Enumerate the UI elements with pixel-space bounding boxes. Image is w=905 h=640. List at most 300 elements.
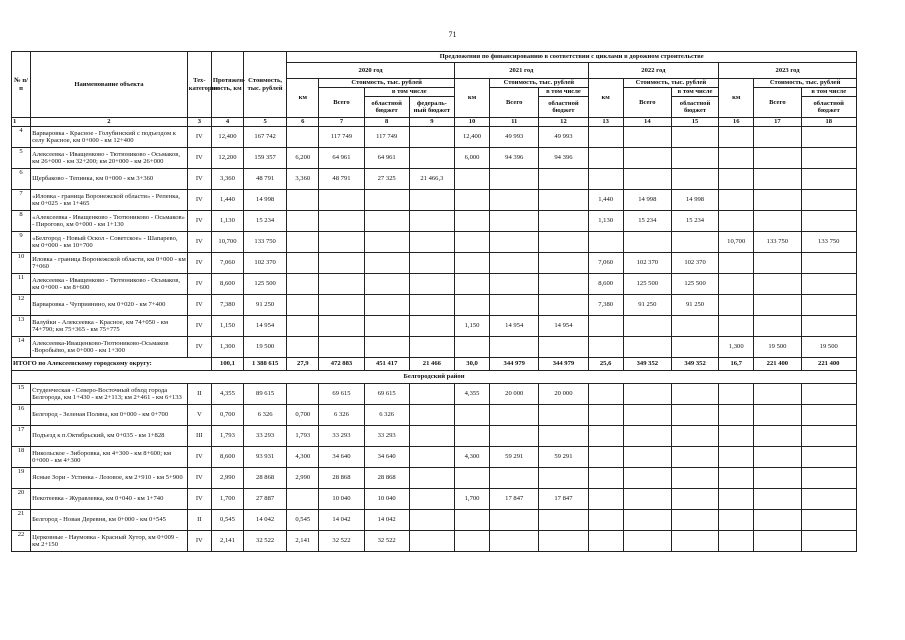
cell-km20: [287, 253, 319, 274]
cell-all23: [754, 426, 801, 447]
cell-reg20: 27 325: [364, 169, 409, 190]
page-number: 71: [448, 30, 457, 39]
cell-all23: [754, 510, 801, 531]
cell-reg21: 20 000: [539, 384, 588, 405]
cell-all20: 117 749: [319, 127, 364, 148]
object-name: Алексеевка - Иващенково - Тютюниково - Осьмаков, км 26+000 - км 32+200; км 20+000 - км 26+000: [31, 148, 188, 169]
cell-all21: [490, 295, 539, 316]
header-incl-2022: в том числе: [671, 88, 718, 97]
cell-all23: [754, 316, 801, 337]
cell-reg23: [801, 274, 857, 295]
cell-fed20: [409, 148, 454, 169]
length-km: 0,700: [211, 405, 243, 426]
length-km: 1,440: [211, 190, 243, 211]
object-name: Варваровка - Чуприянино, км 0+020 - км 7+400: [31, 295, 188, 316]
cost-value: 19 500: [244, 337, 287, 358]
cell-all21: 49 993: [490, 127, 539, 148]
cell-reg21: [539, 169, 588, 190]
cell-all20: 32 522: [319, 531, 364, 552]
cell-all22: [623, 447, 671, 468]
cost-value: 14 042: [244, 510, 287, 531]
table-row: [12, 468, 857, 489]
cell-all22: [623, 232, 671, 253]
cell-reg22: [671, 405, 718, 426]
row-number: 11: [12, 274, 31, 295]
cell-all21: 17 847: [490, 489, 539, 510]
cost-value: 15 234: [244, 211, 287, 232]
header-cost-2020: Стоимость, тыс. рублей: [319, 79, 455, 88]
cell-all22: [623, 127, 671, 148]
cell-reg20: [364, 211, 409, 232]
cell-all22: [623, 426, 671, 447]
column-number: 8: [364, 118, 409, 127]
cost-value: 159 357: [244, 148, 287, 169]
cell-reg20: 69 615: [364, 384, 409, 405]
cell-all23: [754, 468, 801, 489]
cell-km21: 1,150: [454, 316, 489, 337]
column-number: 6: [287, 118, 319, 127]
cell-km20: 2,990: [287, 468, 319, 489]
cell-reg21: [539, 337, 588, 358]
cell-km20: 4,300: [287, 447, 319, 468]
table-row: [12, 531, 857, 552]
table-row: [12, 384, 857, 405]
object-name: Студенческая - Северо-Восточный обход города Белгорода, км 1+430 - км 2+113; км 2+461 - км 6+133: [31, 384, 188, 405]
cell-km22: [588, 468, 623, 489]
cell-km23: [719, 148, 754, 169]
row-number: 10: [12, 253, 31, 274]
cell-all20: [319, 337, 364, 358]
length-km: 1,700: [211, 489, 243, 510]
cost-value: 33 293: [244, 426, 287, 447]
cell-reg20: [364, 337, 409, 358]
cell-all22: [623, 316, 671, 337]
cell-reg20: 10 040: [364, 489, 409, 510]
cell-km23: [719, 127, 754, 148]
region-row: [12, 371, 857, 384]
cell-all21: [490, 169, 539, 190]
cell-km22: [588, 405, 623, 426]
cell-km20: [287, 211, 319, 232]
row-number: 16: [12, 405, 31, 426]
cell-km20: 1,793: [287, 426, 319, 447]
cell-reg22: [671, 468, 718, 489]
cell-km22: [588, 489, 623, 510]
cost-value: 14 954: [244, 316, 287, 337]
row-number: 6: [12, 169, 31, 190]
row-number: 8: [12, 211, 31, 232]
cell-reg21: 14 954: [539, 316, 588, 337]
cell-all23: 19 500: [754, 337, 801, 358]
column-number: 13: [588, 118, 623, 127]
cell-reg21: [539, 274, 588, 295]
cell-all21: [490, 337, 539, 358]
header-regional-2020: областной бюджет: [364, 97, 409, 118]
cell-reg21: [539, 510, 588, 531]
tech-category: V: [187, 405, 211, 426]
cell-km22: [588, 169, 623, 190]
cell-reg20: 32 522: [364, 531, 409, 552]
cell-reg23: [801, 384, 857, 405]
cell-fed20: [409, 510, 454, 531]
tech-category: IV: [187, 531, 211, 552]
tech-category: II: [187, 384, 211, 405]
cell-km21: [454, 232, 489, 253]
object-name: Щербаково - Тепинка, км 0+000 - км 3+360: [31, 169, 188, 190]
cell-reg22: [671, 531, 718, 552]
cell-reg20: [364, 232, 409, 253]
tech-category: IV: [187, 253, 211, 274]
tech-category: IV: [187, 274, 211, 295]
cell-km23: 1,300: [719, 337, 754, 358]
cost-value: 14 998: [244, 190, 287, 211]
cell-km20: [287, 489, 319, 510]
cell-all23: [754, 127, 801, 148]
cell-km23: [719, 316, 754, 337]
cell-all21: [490, 211, 539, 232]
total-all21: 344 979: [490, 358, 539, 371]
object-name: Ясные Зори - Устинка - Лозовое, км 2+910 - км 5+900: [31, 468, 188, 489]
cell-reg22: [671, 447, 718, 468]
column-number: 7: [319, 118, 364, 127]
row-number: 9: [12, 232, 31, 253]
cell-km21: [454, 190, 489, 211]
cell-km21: 4,300: [454, 447, 489, 468]
cell-km20: 0,545: [287, 510, 319, 531]
cell-reg20: [364, 274, 409, 295]
tech-category: IV: [187, 337, 211, 358]
object-name: Алексеевка - Иващенково - Тютюниково - Осьмаков, км 0+000 - км 8+600: [31, 274, 188, 295]
cell-all23: 133 750: [754, 232, 801, 253]
column-number: 10: [454, 118, 489, 127]
column-number: 5: [244, 118, 287, 127]
cell-fed20: [409, 384, 454, 405]
object-name: «Алексеевка - Иващенково - Тютюниково - Осьмаков» - Пирогово, км 0+000 - км 1+130: [31, 211, 188, 232]
cell-km22: [588, 127, 623, 148]
cell-km22: [588, 316, 623, 337]
cell-all21: [490, 426, 539, 447]
cell-all20: 69 615: [319, 384, 364, 405]
cell-km22: [588, 531, 623, 552]
total-cost: 1 388 615: [244, 358, 287, 371]
cell-km22: [588, 426, 623, 447]
cell-km21: [454, 531, 489, 552]
header-regional-2022: областной бюджет: [671, 97, 718, 118]
cell-fed20: [409, 274, 454, 295]
cell-all21: [490, 253, 539, 274]
row-number: 14: [12, 337, 31, 358]
cell-all20: 33 293: [319, 426, 364, 447]
cell-km23: [719, 405, 754, 426]
table-row: [12, 253, 857, 274]
header-km-2021: км: [454, 79, 489, 118]
header-category: Тех-категория: [187, 52, 211, 118]
cell-km21: [454, 211, 489, 232]
header-total-2021: Всего: [490, 88, 539, 118]
cell-all20: [319, 232, 364, 253]
row-number: 4: [12, 127, 31, 148]
table-row: [12, 295, 857, 316]
header-total-2022: Всего: [623, 88, 671, 118]
cell-km23: [719, 426, 754, 447]
cost-value: 133 750: [244, 232, 287, 253]
cell-km20: [287, 316, 319, 337]
row-number: 13: [12, 316, 31, 337]
cell-km23: 10,700: [719, 232, 754, 253]
length-km: 7,060: [211, 253, 243, 274]
cell-all20: 34 640: [319, 447, 364, 468]
cell-km21: [454, 426, 489, 447]
cell-fed20: [409, 405, 454, 426]
header-name: Наименование объекта: [31, 52, 188, 118]
tech-category: IV: [187, 148, 211, 169]
header-appendix-title: Предложения по финансированию в соответствии с циклами в дорожном строительстве: [287, 52, 857, 63]
column-number: 11: [490, 118, 539, 127]
cell-reg22: [671, 232, 718, 253]
column-number: 12: [539, 118, 588, 127]
total-km21: 30,0: [454, 358, 489, 371]
column-number: 14: [623, 118, 671, 127]
cell-km20: [287, 274, 319, 295]
cell-all23: [754, 169, 801, 190]
total-length: 100,1: [211, 358, 243, 371]
row-number: 12: [12, 295, 31, 316]
row-number: 22: [12, 531, 31, 552]
cell-km22: 1,440: [588, 190, 623, 211]
cell-reg22: 102 370: [671, 253, 718, 274]
total-km20: 27,9: [287, 358, 319, 371]
total-reg22: 349 352: [671, 358, 718, 371]
row-number: 15: [12, 384, 31, 405]
object-name: Алексеевка-Иващенково-Тютюниково-Осьмаков -Воробьёво, км 0+000 - км 1+300: [31, 337, 188, 358]
cell-reg23: [801, 468, 857, 489]
cell-reg20: 117 749: [364, 127, 409, 148]
total-all20: 472 883: [319, 358, 364, 371]
length-km: 4,355: [211, 384, 243, 405]
cost-value: 167 742: [244, 127, 287, 148]
cost-value: 32 522: [244, 531, 287, 552]
total-label: ИТОГО по Алексеевскому городскому округу:: [12, 358, 212, 371]
length-km: 8,600: [211, 274, 243, 295]
cell-km22: [588, 510, 623, 531]
header-incl-2021: в том числе: [539, 88, 588, 97]
header-cost-2023: Стоимость, тыс. рублей: [754, 79, 857, 88]
cell-km21: [454, 405, 489, 426]
header-no: № п/п: [12, 52, 31, 118]
cell-all21: 14 954: [490, 316, 539, 337]
cell-all21: [490, 405, 539, 426]
table-row: [12, 337, 857, 358]
cell-km21: [454, 337, 489, 358]
cell-km23: [719, 489, 754, 510]
object-name: Подъезд к п.Октябрьский, км 0+035 - км 1+828: [31, 426, 188, 447]
table-row: [12, 169, 857, 190]
cell-km22: [588, 148, 623, 169]
cell-km20: 3,360: [287, 169, 319, 190]
row-number: 5: [12, 148, 31, 169]
cell-reg23: [801, 510, 857, 531]
row-number: 7: [12, 190, 31, 211]
cell-all23: [754, 148, 801, 169]
column-number: 3: [187, 118, 211, 127]
cell-reg22: [671, 489, 718, 510]
cell-km20: [287, 337, 319, 358]
header-km-2020: км: [287, 79, 319, 118]
cell-reg23: [801, 190, 857, 211]
cell-all20: 14 042: [319, 510, 364, 531]
cell-km23: [719, 468, 754, 489]
cell-reg20: 28 868: [364, 468, 409, 489]
length-km: 3,360: [211, 169, 243, 190]
cell-reg21: [539, 295, 588, 316]
cell-all22: 14 998: [623, 190, 671, 211]
tech-category: IV: [187, 232, 211, 253]
cell-reg20: 34 640: [364, 447, 409, 468]
cell-all23: [754, 274, 801, 295]
header-year-2020: 2020 год: [287, 63, 455, 79]
cell-all21: [490, 531, 539, 552]
cell-all23: [754, 253, 801, 274]
cell-reg21: [539, 232, 588, 253]
cell-km23: [719, 447, 754, 468]
cell-reg23: [801, 148, 857, 169]
cell-all23: [754, 211, 801, 232]
header-year-2021: 2021 год: [454, 63, 588, 79]
cell-fed20: [409, 531, 454, 552]
cell-km22: 7,060: [588, 253, 623, 274]
total-reg21: 344 979: [539, 358, 588, 371]
column-number: 15: [671, 118, 718, 127]
cell-all23: [754, 489, 801, 510]
cell-km20: 2,141: [287, 531, 319, 552]
cell-all22: [623, 531, 671, 552]
cell-all23: [754, 190, 801, 211]
header-year-2023: 2023 год: [719, 63, 857, 79]
length-km: 2,141: [211, 531, 243, 552]
cell-all20: [319, 211, 364, 232]
cell-reg23: [801, 253, 857, 274]
cell-all22: 125 500: [623, 274, 671, 295]
table-row: [12, 148, 857, 169]
cell-all20: 28 868: [319, 468, 364, 489]
cell-all23: [754, 531, 801, 552]
cell-all22: 102 370: [623, 253, 671, 274]
header-regional-2023: областной бюджет: [801, 97, 857, 118]
cell-reg22: 125 500: [671, 274, 718, 295]
column-number: 18: [801, 118, 857, 127]
cell-km22: [588, 337, 623, 358]
cost-value: 28 868: [244, 468, 287, 489]
cell-reg20: [364, 253, 409, 274]
header-year-2022: 2022 год: [588, 63, 719, 79]
cost-value: 91 250: [244, 295, 287, 316]
cell-fed20: [409, 190, 454, 211]
tech-category: IV: [187, 190, 211, 211]
cell-reg23: [801, 127, 857, 148]
total-reg20: 451 417: [364, 358, 409, 371]
cell-fed20: [409, 468, 454, 489]
header-total-2020: Всего: [319, 88, 364, 118]
cell-reg23: [801, 295, 857, 316]
column-number: 1: [12, 118, 31, 127]
object-name: «Иловка - граница Воронежской области» - Репенка, км 0+025 - км 1+465: [31, 190, 188, 211]
table-row: [12, 211, 857, 232]
cell-reg23: [801, 447, 857, 468]
cell-all20: 64 961: [319, 148, 364, 169]
cell-all20: [319, 274, 364, 295]
cell-km20: [287, 190, 319, 211]
tech-category: IV: [187, 316, 211, 337]
cell-reg21: 59 291: [539, 447, 588, 468]
cell-all22: [623, 468, 671, 489]
object-name: Белгород - Зеленая Поляна, км 0+000 - км 0+700: [31, 405, 188, 426]
cost-value: 27 887: [244, 489, 287, 510]
cell-reg20: 33 293: [364, 426, 409, 447]
cell-reg22: 14 998: [671, 190, 718, 211]
cell-reg22: 91 250: [671, 295, 718, 316]
cell-all20: [319, 190, 364, 211]
cell-reg23: 133 750: [801, 232, 857, 253]
cell-all21: 59 291: [490, 447, 539, 468]
cell-km21: [454, 253, 489, 274]
total-all23: 221 400: [754, 358, 801, 371]
total-km22: 25,6: [588, 358, 623, 371]
cell-reg21: [539, 253, 588, 274]
cell-km23: [719, 274, 754, 295]
header-incl-2023: в том числе: [801, 88, 857, 97]
table-row: [12, 316, 857, 337]
row-number: 18: [12, 447, 31, 468]
cell-reg20: [364, 190, 409, 211]
cell-km23: [719, 510, 754, 531]
cell-reg22: [671, 510, 718, 531]
cell-km21: 4,355: [454, 384, 489, 405]
length-km: 1,150: [211, 316, 243, 337]
total-row: [12, 358, 857, 371]
length-km: 8,600: [211, 447, 243, 468]
cell-all21: [490, 190, 539, 211]
cell-km20: 6,200: [287, 148, 319, 169]
header-km-2022: км: [588, 79, 623, 118]
object-name: Церковные - Наумовка - Красный Хутор, км 0+009 - км 2+150: [31, 531, 188, 552]
cell-km20: 0,700: [287, 405, 319, 426]
cell-reg23: 19 500: [801, 337, 857, 358]
cell-fed20: [409, 127, 454, 148]
row-number: 21: [12, 510, 31, 531]
cell-reg20: 6 326: [364, 405, 409, 426]
table-header: [12, 52, 857, 127]
cell-km23: [719, 384, 754, 405]
cell-all23: [754, 405, 801, 426]
cell-all22: [623, 384, 671, 405]
object-name: Никольское - Зиборовка, км 4+300 - км 8+600; км 0+000 - км 4+300: [31, 447, 188, 468]
cell-km21: [454, 510, 489, 531]
cell-all20: 10 040: [319, 489, 364, 510]
cell-reg20: 64 961: [364, 148, 409, 169]
cell-all22: [623, 148, 671, 169]
cell-fed20: [409, 489, 454, 510]
cell-km23: [719, 531, 754, 552]
object-name: Некотеевка - Журавлевка, км 0+040 - км 1+740: [31, 489, 188, 510]
cell-all20: [319, 316, 364, 337]
cost-value: 6 326: [244, 405, 287, 426]
cell-reg22: [671, 384, 718, 405]
cell-all20: 6 326: [319, 405, 364, 426]
tech-category: IV: [187, 468, 211, 489]
total-all22: 349 352: [623, 358, 671, 371]
cell-reg20: 14 042: [364, 510, 409, 531]
table-row: [12, 232, 857, 253]
